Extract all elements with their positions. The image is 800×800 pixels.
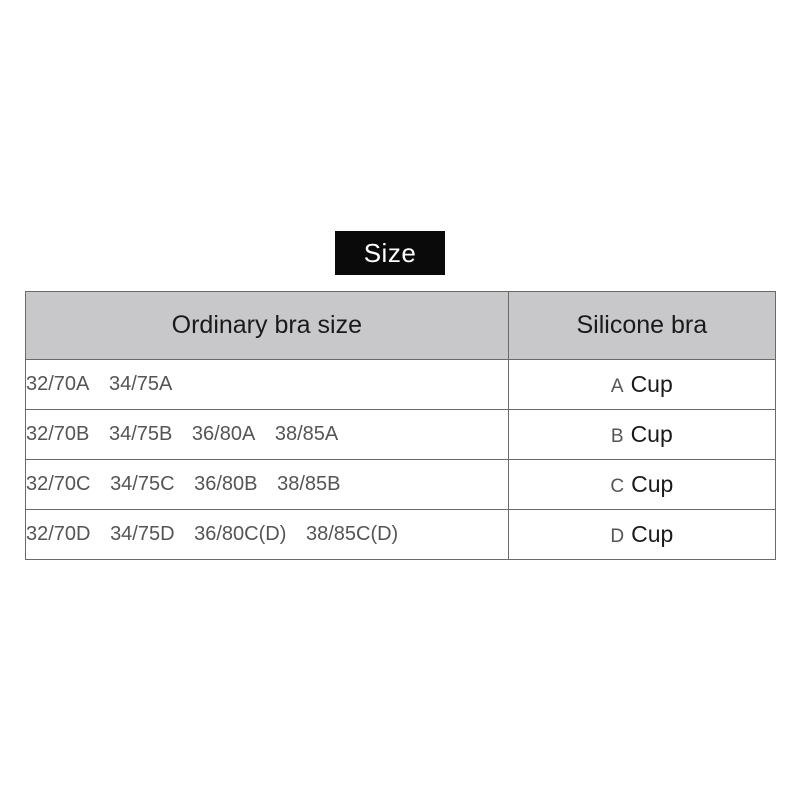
size-value: 38/85C(D) bbox=[305, 523, 399, 545]
cup-word: Cup bbox=[630, 371, 673, 397]
cup-word: Cup bbox=[630, 421, 673, 447]
size-value: 34/75D bbox=[110, 523, 175, 545]
ordinary-sizes-cell bbox=[26, 510, 509, 560]
table-row bbox=[26, 410, 776, 460]
table-row bbox=[26, 510, 776, 560]
table-row bbox=[26, 360, 776, 410]
size-value: 32/70D bbox=[26, 523, 91, 545]
size-value: 38/85B bbox=[277, 473, 341, 495]
ordinary-sizes-cell bbox=[26, 460, 509, 510]
size-value: 38/85A bbox=[274, 423, 339, 445]
size-value: 32/70A bbox=[26, 373, 90, 395]
size-value: 34/75C bbox=[110, 473, 175, 495]
size-title: Size bbox=[335, 231, 445, 275]
size-value: 34/75A bbox=[108, 373, 173, 395]
size-value: 32/70B bbox=[26, 423, 90, 445]
cup-letter: D bbox=[610, 526, 625, 547]
cup-cell bbox=[508, 360, 775, 410]
ordinary-sizes-cell bbox=[26, 360, 509, 410]
table-header-row bbox=[26, 292, 776, 360]
cup-letter: A bbox=[610, 376, 624, 397]
cup-letter: B bbox=[610, 426, 624, 447]
silicone-bra-header: Silicone bra bbox=[508, 292, 775, 360]
size-value: 36/80B bbox=[194, 473, 258, 495]
size-chart-table bbox=[25, 291, 776, 560]
cup-cell bbox=[508, 510, 775, 560]
size-value: 36/80A bbox=[191, 423, 256, 445]
cup-cell bbox=[508, 410, 775, 460]
cup-word: Cup bbox=[631, 471, 674, 497]
size-value: 34/75B bbox=[108, 423, 173, 445]
cup-word: Cup bbox=[631, 521, 674, 547]
size-value: 36/80C(D) bbox=[194, 523, 287, 545]
size-value: 32/70C bbox=[26, 473, 91, 495]
ordinary-sizes-cell bbox=[26, 410, 509, 460]
cup-cell bbox=[508, 460, 775, 510]
ordinary-bra-size-header: Ordinary bra size bbox=[26, 292, 509, 360]
table-row bbox=[26, 460, 776, 510]
cup-letter: C bbox=[610, 476, 625, 497]
